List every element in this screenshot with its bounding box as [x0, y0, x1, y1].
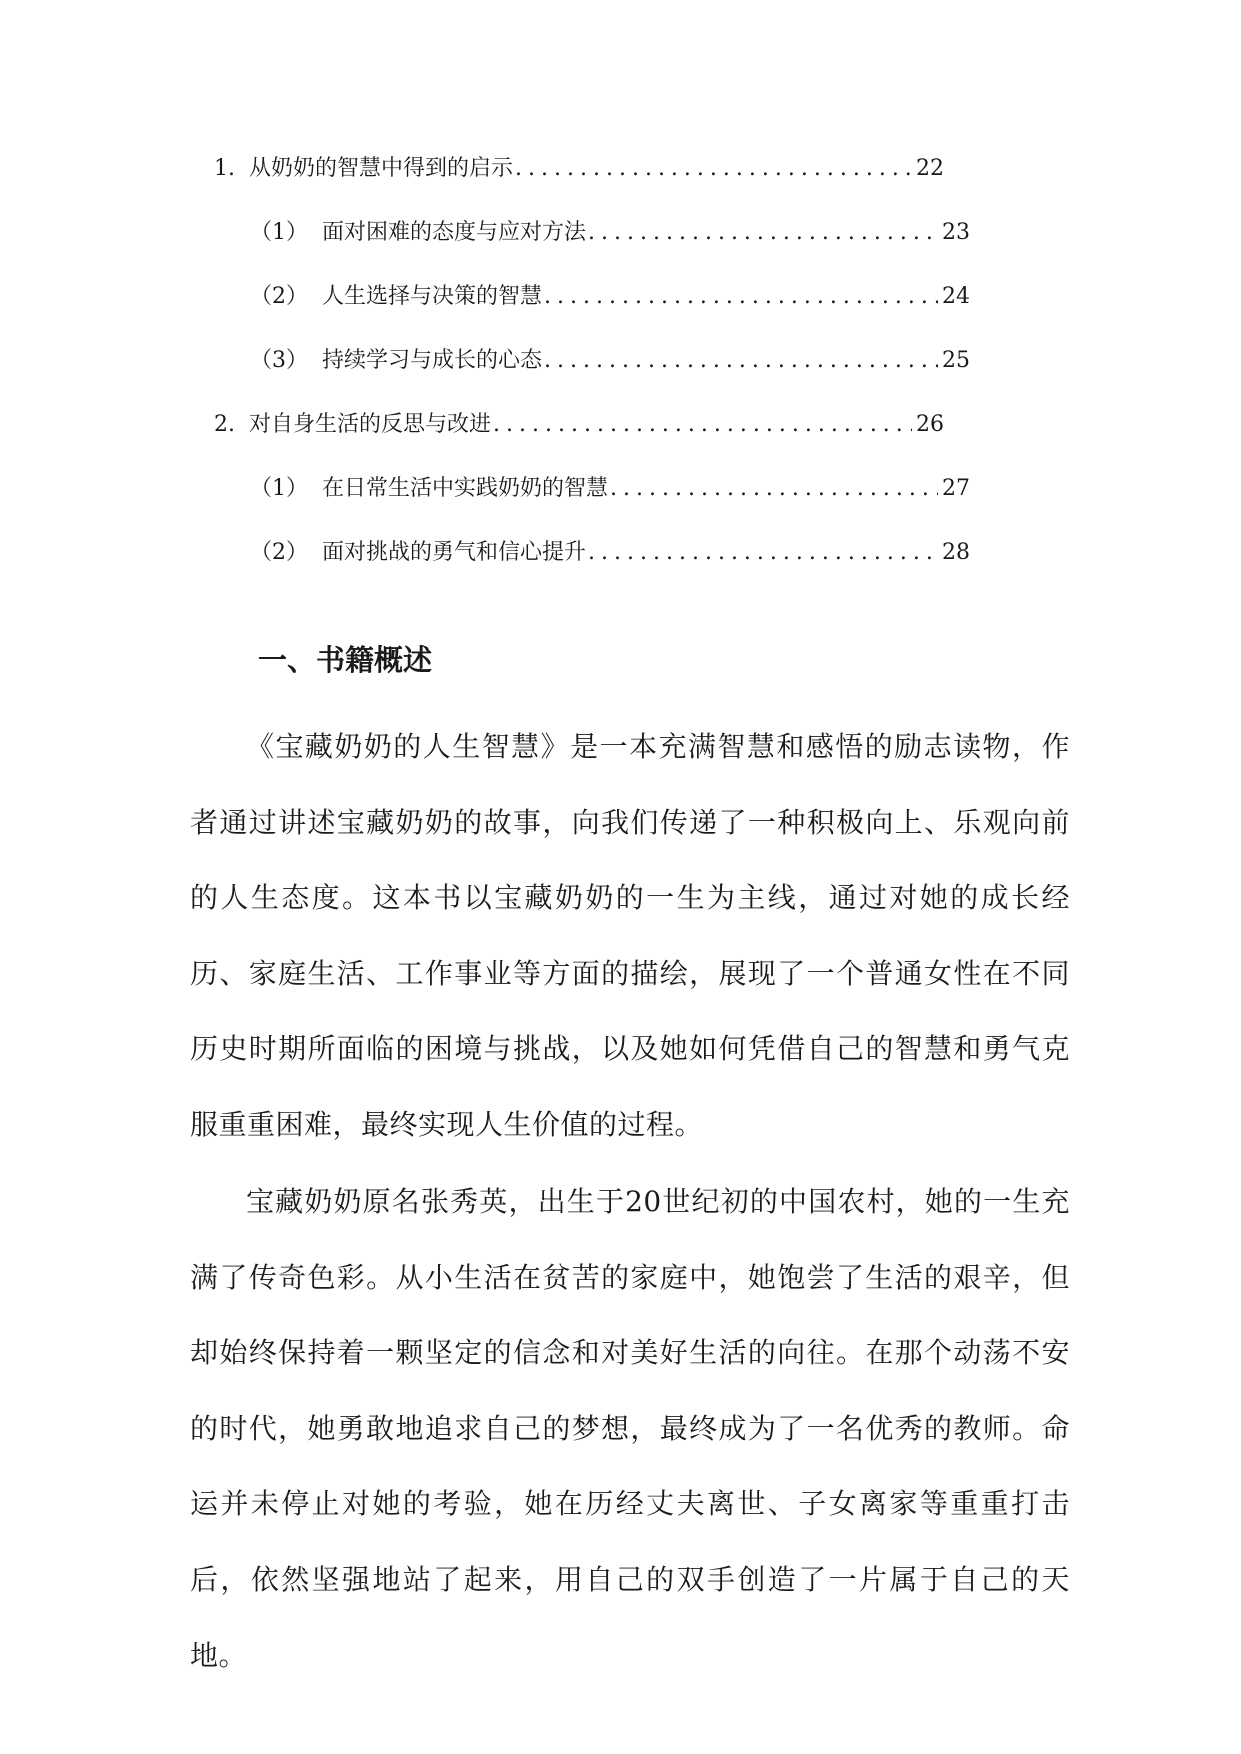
toc-entry-page: 23 — [942, 220, 970, 245]
toc-entry-label: 对自身生活的反思与改进 — [249, 412, 492, 437]
toc-entry-number: （1） — [250, 220, 308, 245]
toc-dot-leader — [610, 474, 938, 504]
toc-dot-leader — [588, 538, 938, 568]
toc-entry[interactable] — [214, 154, 944, 184]
toc-entry-number: （2） — [250, 540, 308, 565]
toc-entry-page: 28 — [942, 540, 970, 565]
toc-dot-leader — [588, 218, 938, 248]
toc-entry-page: 27 — [942, 476, 970, 501]
toc-entry-page: 24 — [942, 284, 970, 309]
toc-entry-label: 从奶奶的智慧中得到的启示 — [249, 156, 514, 181]
toc-entry[interactable] — [250, 218, 970, 248]
toc-entry-page: 25 — [942, 348, 970, 373]
toc-dot-leader — [493, 410, 912, 440]
section-heading: 一、书籍概述 — [258, 643, 433, 677]
toc-entry-number: 1. — [214, 156, 235, 181]
toc-entry-label: 在日常生活中实践奶奶的智慧 — [322, 476, 609, 501]
toc-dot-leader — [544, 282, 938, 312]
toc-entry[interactable] — [250, 282, 970, 312]
toc-entry-label: 面对挑战的勇气和信心提升 — [322, 540, 587, 565]
toc-entry-number: （2） — [250, 284, 308, 309]
toc-entry-label: 持续学习与成长的心态 — [322, 348, 543, 373]
toc-dot-leader — [515, 154, 912, 184]
toc-entry-number: 2. — [214, 412, 235, 437]
toc-entry[interactable] — [250, 346, 970, 376]
toc-entry-page: 22 — [916, 156, 944, 181]
toc-entry-page: 26 — [916, 412, 944, 437]
toc-entry-number: （3） — [250, 348, 308, 373]
toc-entry[interactable] — [250, 538, 970, 568]
body-paragraph: 《宝藏奶奶的人生智慧》是一本充满智慧和感悟的励志读物，作者通过讲述宝藏奶奶的故事，向我们传递了一种积极向上、乐观向前的人生态度。这本书以宝藏奶奶的一生为主线，通过对她的成长经历、家庭生活、工作事业等方面的描绘，展现了一个普通女性在不同历史时期所面临的困境与挑战，以及她如何凭借自己的智慧和勇气克服重重困难，最终实现人生价值的过程。 — [190, 730, 1070, 1141]
toc-entry[interactable] — [250, 474, 970, 504]
toc-entry-label: 面对困难的态度与应对方法 — [322, 220, 587, 245]
toc-dot-leader — [544, 346, 938, 376]
toc-entry-label: 人生选择与决策的智慧 — [322, 284, 543, 309]
body-paragraph: 宝藏奶奶原名张秀英，出生于20世纪初的中国农村，她的一生充满了传奇色彩。从小生活在贫苦的家庭中，她饱尝了生活的艰辛，但却始终保持着一颗坚定的信念和对美好生活的向往。在那个动荡不安的时代，她勇敢地追求自己的梦想，最终成为了一名优秀的教师。命运并未停止对她的考验，她在历经丈夫离世、子女离家等重重打击后，依然坚强地站了起来，用自己的双手创造了一片属于自己的天地。 — [190, 1185, 1070, 1672]
toc-entry-number: （1） — [250, 476, 308, 501]
toc-entry[interactable] — [214, 410, 944, 440]
